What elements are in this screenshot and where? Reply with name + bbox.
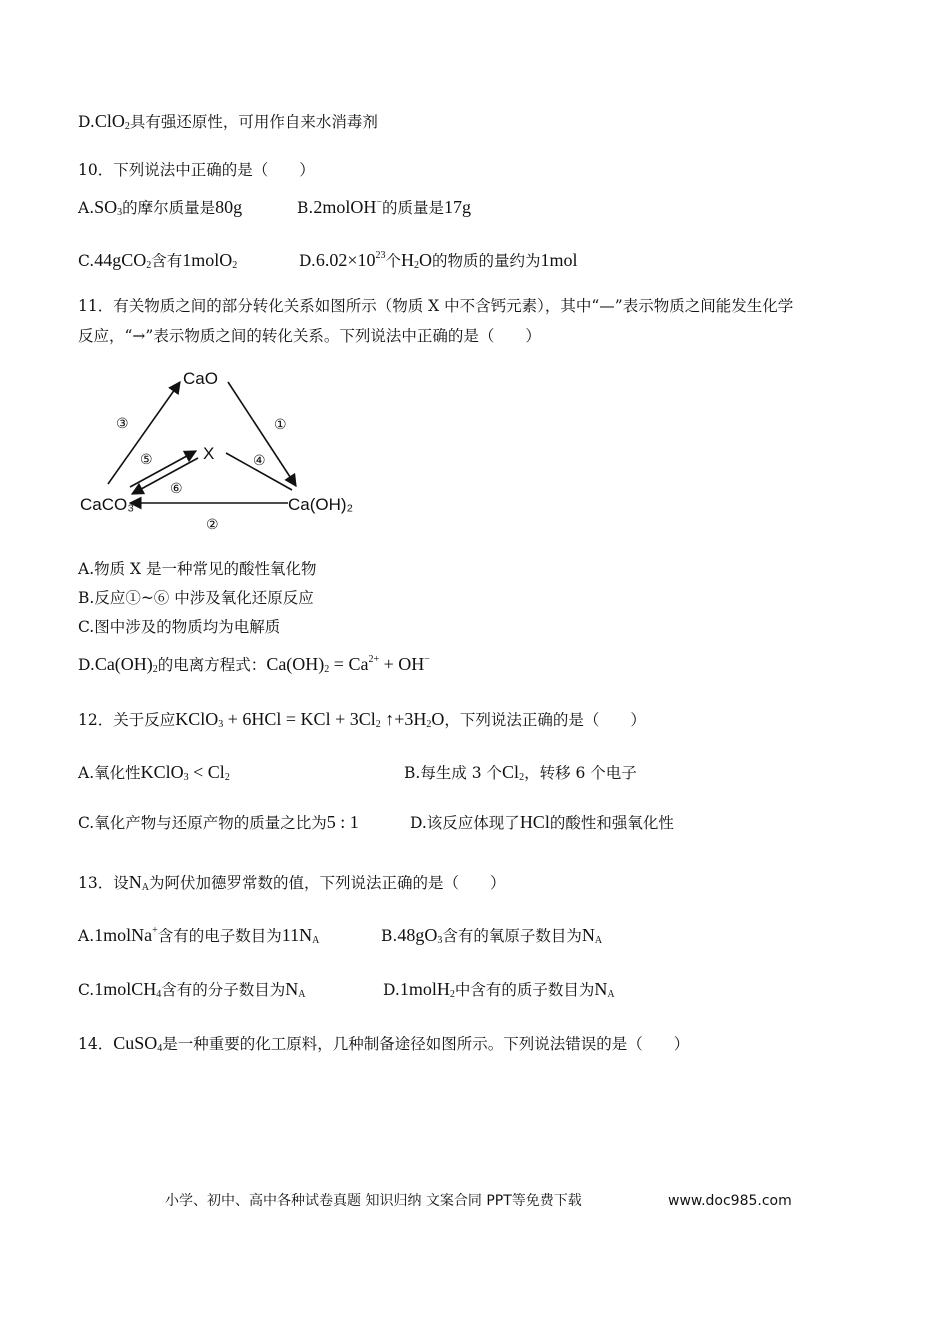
q12-option-a: A.氧化性KClO$_3$ < $Cl_2$ [78, 762, 230, 783]
node-cao: CaO [183, 369, 218, 388]
q11-option-b: B.反应①~⑥ 中涉及氧化还原反应 [78, 589, 314, 607]
q14-stem: 14．CuSO$_4$是一种重要的化工原料，几种制备途径如图所示。下列说法错误的是（ ） [78, 1033, 690, 1054]
q9-option-d [78, 112, 378, 132]
q11-stem-line1: 11．有关物质之间的部分转化关系如图所示（物质 X 中不含钙元素），其中“—”表示物质之间能发生化学 [78, 297, 794, 315]
q13-option-d: D.1molH$_2$中含有的质子数目为$N_A$ [383, 979, 615, 1000]
q10-option-d: $D.6.02\times 10^{23}$个$H_2O$的物质的量约为1mol [299, 250, 578, 271]
option-label: D. [78, 113, 95, 131]
arrow-1 [228, 382, 296, 486]
q12-option-c: C.氧化产物与还原产物的质量之比为5 : 1 [78, 812, 359, 832]
footer-text: 小学、初中、高中各种试卷真题 知识归纳 文案合同 PPT等免费下载 [165, 1193, 582, 1209]
option-text: 具有强还原性，可用作自来水消毒剂 [129, 113, 378, 131]
q11-option-c: C.图中涉及的物质均为电解质 [78, 618, 281, 636]
q10-option-b: B.2molOH−的质量是17g [297, 197, 471, 217]
q13-option-a: A.1molNa+含有的电子数目为$11N_A$ [78, 925, 320, 946]
q11-stem-line2: 反应，“→”表示物质之间的转化关系。下列说法中正确的是（ ） [78, 327, 541, 345]
label-5: ⑤ [140, 451, 153, 467]
node-caco3: CaCO₃ [80, 495, 135, 514]
conversion-diagram [70, 362, 370, 532]
q11-option-d: $D.Ca(OH)_2$的电离方程式：$Ca(OH)_2 = Ca^{2+} + OH^-$ [78, 654, 430, 675]
q11-option-a: A.物质 X 是一种常见的酸性氧化物 [78, 560, 317, 578]
q12-stem: 12．关于反应KClO$_3$ + 6HCl = KCl + $3Cl_2$ $↑+3H_2O$，下列说法正确的是（ ） [78, 709, 646, 730]
q13-option-b: $B.48gO_3$含有的氧原子数目为$N_A$ [381, 925, 603, 946]
footer-url[interactable]: www.doc985.com [668, 1193, 792, 1209]
q10-option-c: C.44gCO$_2$含有1molO$_2$ [78, 250, 238, 271]
q10-option-a: $A.SO_3$的摩尔质量是80g [78, 197, 243, 218]
formula: ClO$_2$ [94, 111, 130, 132]
label-1: ① [274, 416, 287, 432]
q10-stem: 10．下列说法中正确的是（ ） [78, 161, 315, 179]
q13-stem: 13．设$N_A$为阿伏加德罗常数的值，下列说法正确的是（ ） [78, 872, 506, 893]
node-caoh2: Ca(OH)₂ [288, 495, 354, 514]
label-6: ⑥ [170, 480, 183, 496]
q12-option-b: B.每生成 3 个$Cl_2$，转移 6 个电子 [404, 762, 637, 783]
q13-option-c: C.1molCH$_4$含有的分子数目为$N_A$ [78, 979, 306, 1000]
label-4: ④ [253, 452, 266, 468]
arrow-3 [108, 382, 180, 484]
label-2: ② [206, 516, 219, 532]
node-x: X [203, 444, 215, 463]
q12-option-d: D.该反应体现了HCl的酸性和强氧化性 [410, 812, 674, 832]
label-3: ③ [116, 415, 129, 431]
